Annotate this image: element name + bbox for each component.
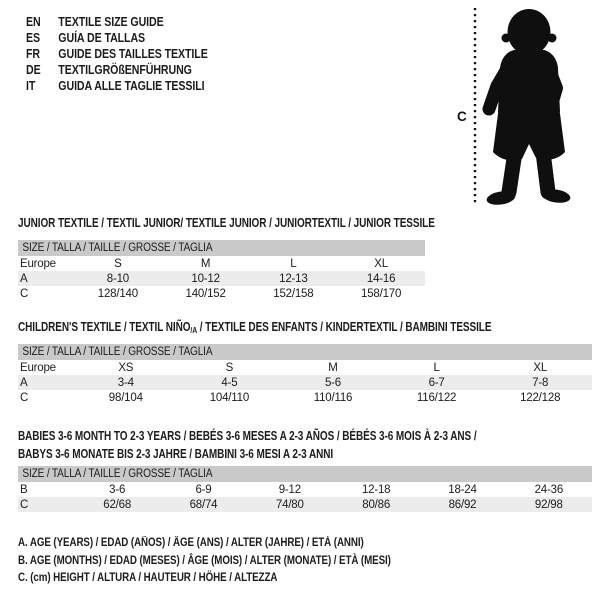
row-label-cell: Europe xyxy=(20,361,56,374)
section-title-children xyxy=(18,320,492,335)
table-cell: 12-18 xyxy=(361,483,391,496)
language-title-list xyxy=(26,14,208,94)
lang-code: DE xyxy=(26,63,41,77)
table-cell: 110/116 xyxy=(313,391,353,404)
lang-title: GUÍA DE TALLAS xyxy=(58,31,146,45)
table-cell: 86/92 xyxy=(419,497,505,512)
row-label-cell: C xyxy=(20,391,29,404)
babies-size-table xyxy=(18,466,592,512)
title-line: BABIES 3-6 MONTH TO 2-3 YEARS / BEBÉS 3-6 MESES A 2-3 AÑOS / BÉBÉS 3-6 MOIS À 2-3 ANS / xyxy=(18,429,477,443)
size-header-row xyxy=(18,466,592,482)
junior-size-table xyxy=(18,240,425,301)
lang-code: ES xyxy=(26,31,41,45)
note-height-cm: C. (cm) HEIGHT / ALTURA / HAUTEUR / HÖHE / ALTEZZA xyxy=(18,572,278,584)
note-age-months: B. AGE (MONTHS) / EDAD (MESES) / ÂGE (MOIS) / ALTER (MONATE) / ETÀ (MESI) xyxy=(18,554,391,567)
table-cell: 152/158 xyxy=(273,287,314,300)
lang-title: GUIDA ALLE TAGLIE TESSILI xyxy=(58,79,205,93)
note-age-years: A. AGE (YEARS) / EDAD (AÑOS) / ÂGE (ANS) / ALTER (JAHRE) / ETÀ (ANNI) xyxy=(18,537,364,549)
table-cell: 6-7 xyxy=(385,375,489,390)
table-row-age xyxy=(18,271,425,286)
table-cell: 8-10 xyxy=(74,271,162,286)
table-cell: 12-13 xyxy=(250,271,338,286)
lang-row-de xyxy=(26,62,208,78)
baby-figure xyxy=(438,2,600,230)
size-header-cell xyxy=(18,466,592,482)
table-row-europe xyxy=(18,256,425,271)
table-cell: 116/122 xyxy=(416,391,457,404)
table-row-height xyxy=(18,390,592,405)
table-cell: 74/80 xyxy=(247,497,333,512)
section-title-junior: JUNIOR TEXTILE / TEXTIL JUNIOR/ TEXTILE JUNIOR / JUNIORTEXTIL / JUNIOR TESSILE xyxy=(18,216,435,230)
lang-row-it xyxy=(26,78,208,94)
table-cell: 128/140 xyxy=(97,287,138,300)
lang-row-es xyxy=(26,30,208,46)
lang-row-en xyxy=(26,14,208,30)
row-label-cell: A xyxy=(18,375,74,390)
size-header-row xyxy=(18,344,592,360)
table-cell: 80/86 xyxy=(333,497,419,512)
table-cell: XL xyxy=(533,361,548,374)
table-cell: 4-5 xyxy=(178,375,282,390)
lang-code: IT xyxy=(26,79,36,93)
childrens-textile-section xyxy=(18,321,592,405)
lang-title: TEXTILE SIZE GUIDE xyxy=(58,15,164,29)
lang-row-fr xyxy=(26,46,208,62)
size-header-cell xyxy=(18,344,592,360)
table-cell: L xyxy=(290,257,297,270)
row-label-cell: B xyxy=(20,483,28,496)
title-part: CHILDREN'S TEXTILE / TEXTIL NIÑO xyxy=(18,320,191,334)
table-cell: 62/68 xyxy=(74,497,160,512)
table-cell: M xyxy=(328,361,338,374)
table-cell: 3-6 xyxy=(109,483,126,496)
title-part: / TEXTILE DES ENFANTS / KINDERTEXTIL / BAMBINI TESSILE xyxy=(197,320,492,334)
table-cell: 98/104 xyxy=(108,391,143,404)
size-header-text: SIZE / TALLA / TAILLE / GRÖSSE / TAGLIA xyxy=(22,346,213,358)
title-subscript: /A xyxy=(190,325,198,335)
table-row-height xyxy=(18,286,425,301)
table-row-months xyxy=(18,482,592,497)
table-cell: 122/128 xyxy=(520,391,561,404)
lang-code: EN xyxy=(26,15,41,29)
section-title-babies xyxy=(18,427,477,463)
height-measure-label: C xyxy=(457,109,467,124)
row-label-cell: C xyxy=(20,287,29,300)
legend-notes xyxy=(18,535,391,588)
table-cell: 158/170 xyxy=(361,287,402,300)
lang-title: GUIDE DES TAILLES TEXTILE xyxy=(58,47,208,61)
row-label-cell: A xyxy=(18,271,74,286)
table-cell: S xyxy=(225,361,234,374)
table-cell: XS xyxy=(118,361,134,374)
table-cell: 104/110 xyxy=(209,391,250,404)
size-header-cell xyxy=(18,240,425,256)
table-cell: 68/74 xyxy=(160,497,246,512)
lang-code: FR xyxy=(26,47,40,61)
table-cell: 6-9 xyxy=(195,483,212,496)
size-header-text: SIZE / TALLA / TAILLE / GRÖSSE / TAGLIA xyxy=(22,242,213,254)
table-cell: 140/152 xyxy=(185,287,226,300)
size-header-row xyxy=(18,240,425,256)
table-cell: 7-8 xyxy=(488,375,592,390)
size-header-text: SIZE / TALLA / TAILLE / GRÖSSE / TAGLIA xyxy=(22,468,213,480)
baby-silhouette-icon xyxy=(438,2,600,230)
baby-silhouette-shape xyxy=(486,9,572,207)
table-row-europe xyxy=(18,360,592,375)
table-cell: 5-6 xyxy=(281,375,385,390)
table-cell: 24-36 xyxy=(534,483,564,496)
table-cell: 92/98 xyxy=(506,497,592,512)
lang-title: TEXTILGRÖßENFÜHRUNG xyxy=(58,63,192,77)
table-row-height xyxy=(18,497,592,512)
children-size-table xyxy=(18,344,592,405)
table-cell: 3-4 xyxy=(74,375,178,390)
table-cell: L xyxy=(433,361,440,374)
table-cell: 10-12 xyxy=(162,271,250,286)
row-label-cell: C xyxy=(18,497,74,512)
row-label-cell: Europe xyxy=(20,257,56,270)
table-cell: M xyxy=(200,257,211,270)
table-cell: XL xyxy=(374,257,388,270)
table-cell: S xyxy=(114,257,122,270)
table-row-age xyxy=(18,375,592,390)
table-cell: 9-12 xyxy=(278,483,301,496)
title-line: BABYS 3-6 MONATE BIS 2-3 JAHRE / BAMBINI 3-6 MESI A 2-3 ANNI xyxy=(18,447,334,461)
babies-textile-section xyxy=(18,427,592,512)
table-cell: 18-24 xyxy=(448,483,477,496)
table-cell: 14-16 xyxy=(337,271,425,286)
junior-textile-section xyxy=(18,216,435,301)
